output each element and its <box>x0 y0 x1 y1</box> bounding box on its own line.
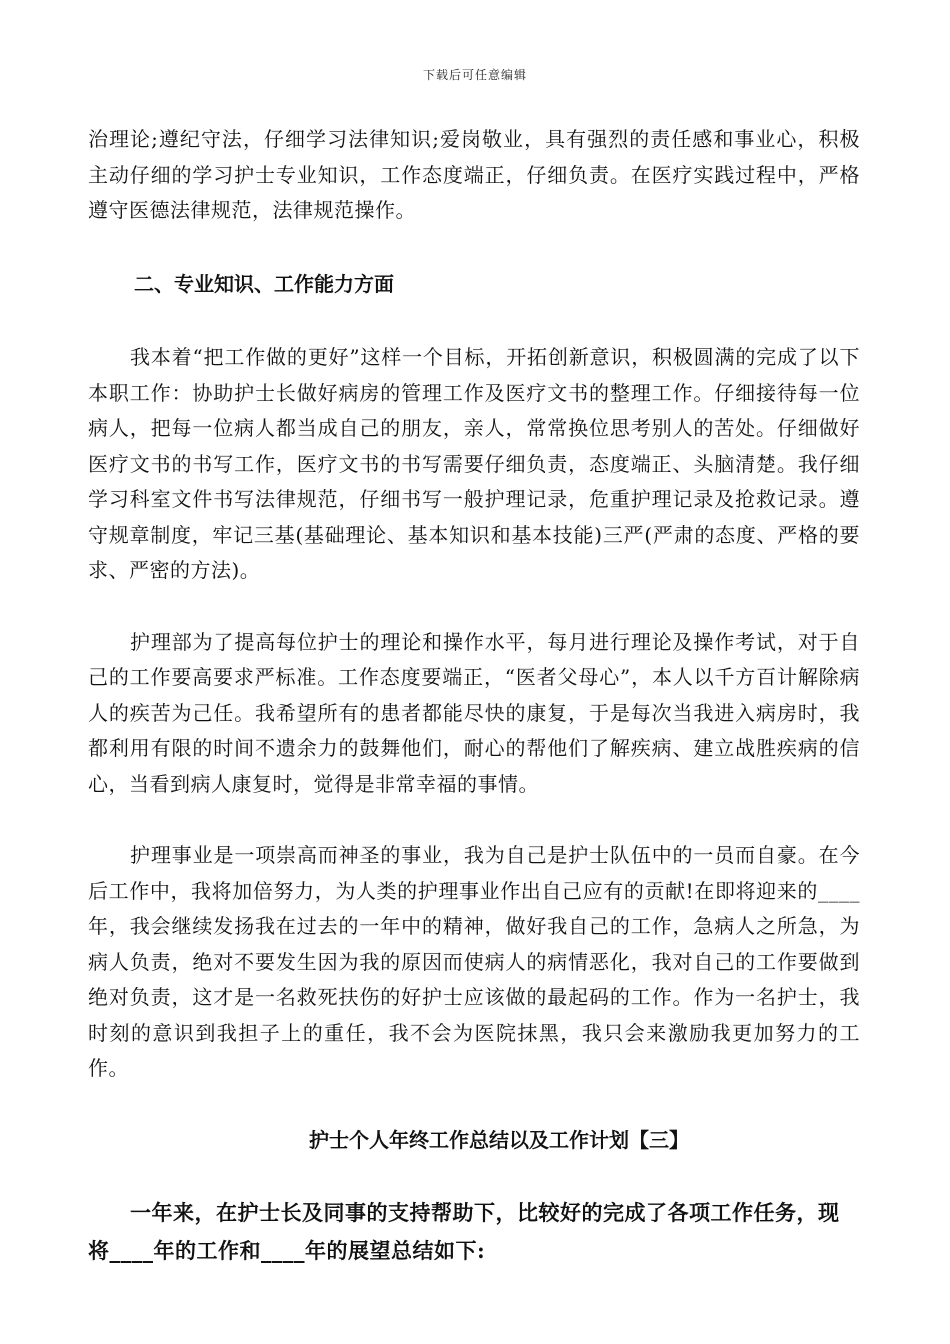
section-title-three: 护士个人年终工作总结以及工作计划【三】 <box>309 1127 689 1152</box>
page-header: 下载后可任意编辑 <box>422 68 527 82</box>
document-body <box>88 122 860 1270</box>
section-heading-professional: 二、专业知识、工作能力方面 <box>134 271 394 296</box>
paragraph-intro-summary: 一年来，在护士长及同事的支持帮助下，比较好的完成了各项工作任务，现将____年的工作和____年的展望总结如下: <box>88 1200 840 1263</box>
paragraph-commitment: 护理事业是一项崇高而神圣的事业，我为自己是护士队伍中的一员而自豪。在今后工作中，我将加倍努力，为人类的护理事业作出自己应有的贡献!在即将迎来的____年，我会继续发扬我在过去的一年中的精神，做好我自己的工作，急病人之所急，为病人负责，绝对不要发生因为我的原因而使病人的病情恶化，我对自己的工作要做到绝对负责，这才是一名救死扶伤的好护士应该做的最起码的工作。作为一名护士，我时刻的意识到我担子上的重任，我不会为医院抹黑，我只会来激励我更加努力的工作。 <box>88 843 860 1080</box>
paragraph-training: 护理部为了提高每位护士的理论和操作水平，每月进行理论及操作考试，对于自己的工作要高要求严标准。工作态度要端正，“医者父母心”，本人以千方百计解除病人的疾苦为己任。我希望所有的患者都能尽快的康复，于是每次当我进入病房时，我都利用有限的时间不遗余力的鼓舞他们，耐心的帮他们了解疾病、建立战胜疾病的信心，当看到病人康复时，觉得是非常幸福的事情。 <box>88 629 860 796</box>
paragraph-duties: 我本着“把工作做的更好”这样一个目标，开拓创新意识，积极圆满的完成了以下本职工作：协助护士长做好病房的管理工作及医疗文书的整理工作。仔细接待每一位病人，把每一位病人都当成自己的朋友，亲人，常常换位思考别人的苦处。仔细做好医疗文书的书写工作，医疗文书的书写需要仔细负责，态度端正、头脑清楚。我仔细学习科室文件书写法律规范，仔细书写一般护理记录，危重护理记录及抢救记录。遵守规章制度，牢记三基(基础理论、基本知识和基本技能)三严(严肃的态度、严格的要求、严密的方法)。 <box>88 345 860 582</box>
paragraph-ethics: 治理论;遵纪守法，仔细学习法律知识;爱岗敬业，具有强烈的责任感和事业心，积极主动仔细的学习护士专业知识，工作态度端正，仔细负责。在医疗实践过程中，严格遵守医德法律规范，法律规范操作。 <box>88 127 860 222</box>
